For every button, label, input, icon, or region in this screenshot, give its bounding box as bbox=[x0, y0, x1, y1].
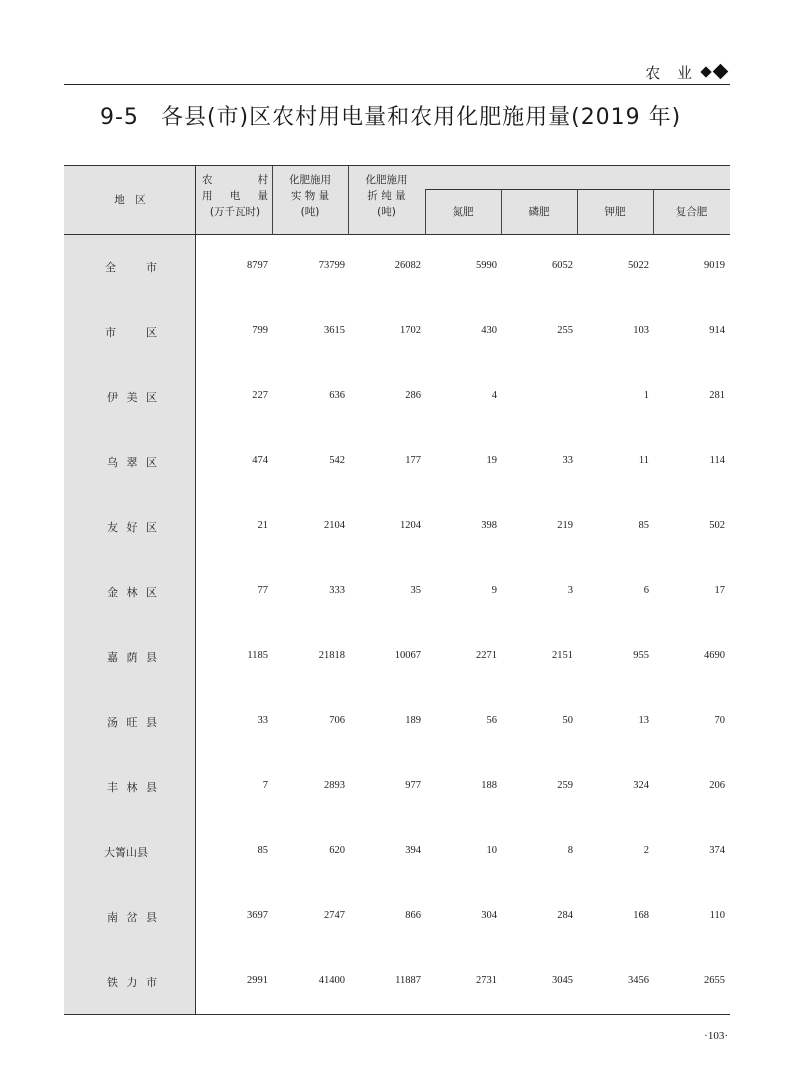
table-cell: 85 bbox=[638, 520, 649, 531]
table-row bbox=[64, 909, 730, 929]
running-header bbox=[64, 62, 730, 85]
table-cell: 284 bbox=[557, 910, 573, 921]
table-cell: 430 bbox=[481, 325, 497, 336]
table-cell: 286 bbox=[405, 390, 421, 401]
table-cell: 1204 bbox=[400, 520, 421, 531]
header-region: 地 区 bbox=[114, 194, 146, 206]
header-text: (万千瓦时) bbox=[209, 206, 261, 218]
header-phosphate: 磷肥 bbox=[528, 206, 550, 218]
header-text: 折 纯 量 bbox=[367, 190, 406, 202]
table-row bbox=[64, 779, 730, 799]
table-cell: 2991 bbox=[247, 975, 268, 986]
table-cell: 5990 bbox=[476, 260, 497, 271]
header-text: 用 bbox=[202, 190, 213, 202]
table-cell: 11887 bbox=[395, 975, 421, 986]
table-cell: 110 bbox=[709, 910, 725, 921]
table-cell: 70 bbox=[714, 715, 725, 726]
table-cell: 398 bbox=[481, 520, 497, 531]
row-region-name: 伊 美 区 bbox=[107, 391, 157, 404]
table-cell: 21818 bbox=[318, 650, 345, 661]
table-cell: 17 bbox=[714, 585, 725, 596]
row-region-name: 大 箐 山 县 bbox=[104, 846, 148, 859]
table-cell: 2271 bbox=[476, 650, 497, 661]
table-cell: 168 bbox=[633, 910, 649, 921]
table-cell: 4690 bbox=[704, 650, 725, 661]
table-row bbox=[64, 649, 730, 669]
page-number: ·103· bbox=[704, 1030, 728, 1042]
row-region-name: 嘉 荫 县 bbox=[107, 651, 157, 664]
table-cell: 56 bbox=[486, 715, 497, 726]
table-cell: 77 bbox=[257, 585, 268, 596]
table-cell: 9 bbox=[491, 585, 497, 596]
table-cell: 281 bbox=[709, 390, 725, 401]
table-cell: 3 bbox=[567, 585, 573, 596]
table-cell: 8797 bbox=[247, 260, 268, 271]
table-row bbox=[64, 584, 730, 604]
table-cell: 474 bbox=[252, 455, 268, 466]
table-row bbox=[64, 454, 730, 474]
table-cell: 33 bbox=[562, 455, 573, 466]
table-cell: 4 bbox=[491, 390, 497, 401]
table-cell: 7 bbox=[262, 780, 268, 791]
table-row bbox=[64, 519, 730, 539]
table-cell: 10067 bbox=[394, 650, 421, 661]
table-cell: 304 bbox=[481, 910, 497, 921]
table-cell: 866 bbox=[405, 910, 421, 921]
table-cell: 33 bbox=[257, 715, 268, 726]
table-cell: 114 bbox=[709, 455, 725, 466]
table-cell: 41400 bbox=[318, 975, 345, 986]
table-cell: 206 bbox=[709, 780, 725, 791]
table-cell: 324 bbox=[633, 780, 649, 791]
table-cell: 2151 bbox=[552, 650, 573, 661]
table-cell: 2747 bbox=[324, 910, 345, 921]
table-cell: 977 bbox=[405, 780, 421, 791]
table-cell: 35 bbox=[410, 585, 421, 596]
table-cell: 3045 bbox=[552, 975, 573, 986]
table-cell: 374 bbox=[709, 845, 725, 856]
header-text: (吨) bbox=[300, 206, 320, 218]
table-cell: 3456 bbox=[628, 975, 649, 986]
table-title: 各县(市)区农村用电量和农用化肥施用量(2019 年) bbox=[160, 105, 682, 130]
header-text: 电 bbox=[229, 190, 241, 202]
table-cell: 8 bbox=[567, 845, 573, 856]
header-compound: 复合肥 bbox=[675, 206, 708, 218]
header-text: 化肥施用 bbox=[289, 174, 331, 186]
section-label: 农 业 bbox=[645, 64, 698, 82]
table-row bbox=[64, 974, 730, 994]
header-text: (吨) bbox=[377, 206, 396, 218]
table-cell: 26082 bbox=[394, 260, 421, 271]
table-cell: 259 bbox=[557, 780, 573, 791]
row-region-name: 丰 林 县 bbox=[107, 781, 157, 794]
header-text: 量 bbox=[257, 190, 268, 202]
header-text: 化肥施用 bbox=[365, 174, 408, 186]
row-region-name: 金 林 区 bbox=[107, 586, 157, 599]
table-cell: 19 bbox=[486, 455, 497, 466]
table-cell: 5022 bbox=[628, 260, 649, 271]
table-cell: 188 bbox=[481, 780, 497, 791]
table-cell: 3615 bbox=[324, 325, 345, 336]
table-cell: 1702 bbox=[400, 325, 421, 336]
table-cell: 2 bbox=[643, 845, 649, 856]
data-table bbox=[64, 165, 730, 1015]
row-region-name: 全 市 bbox=[105, 261, 157, 274]
table-cell: 2104 bbox=[324, 520, 345, 531]
row-region-name: 铁 力 市 bbox=[107, 976, 157, 989]
row-region-name: 南 岔 县 bbox=[107, 911, 157, 924]
row-region-name: 汤 旺 县 bbox=[107, 716, 157, 729]
header-pure bbox=[348, 172, 425, 220]
table-cell: 706 bbox=[329, 715, 345, 726]
table-cell: 177 bbox=[405, 455, 421, 466]
table-cell: 542 bbox=[329, 455, 345, 466]
header-text: 农 bbox=[202, 174, 213, 186]
header-nitrogen: 氮肥 bbox=[452, 206, 474, 218]
header-divider bbox=[64, 234, 730, 235]
table-cell: 955 bbox=[633, 650, 649, 661]
table-cell: 103 bbox=[633, 325, 649, 336]
header-electricity bbox=[202, 172, 268, 220]
table-cell: 219 bbox=[557, 520, 573, 531]
table-cell: 333 bbox=[329, 585, 345, 596]
table-cell: 6 bbox=[643, 585, 649, 596]
page-title bbox=[100, 100, 681, 131]
row-region-name: 友 好 区 bbox=[107, 521, 157, 534]
table-cell: 73799 bbox=[318, 260, 345, 271]
table-cell: 13 bbox=[638, 715, 649, 726]
table-cell: 10 bbox=[486, 845, 497, 856]
table-row bbox=[64, 844, 730, 864]
table-cell: 50 bbox=[562, 715, 573, 726]
table-cell: 3697 bbox=[247, 910, 268, 921]
header-potash: 钾肥 bbox=[604, 206, 626, 218]
table-cell: 189 bbox=[405, 715, 421, 726]
table-cell: 2731 bbox=[476, 975, 497, 986]
table-cell: 227 bbox=[252, 390, 268, 401]
table-cell: 394 bbox=[405, 845, 421, 856]
header-text: 村 bbox=[257, 174, 268, 186]
header-text: 实 物 量 bbox=[290, 190, 330, 202]
table-cell: 6052 bbox=[552, 260, 573, 271]
table-row bbox=[64, 714, 730, 734]
table-cell: 255 bbox=[557, 325, 573, 336]
table-number: 9-5 bbox=[100, 105, 139, 130]
table-cell: 914 bbox=[709, 325, 725, 336]
header-physical bbox=[272, 172, 348, 220]
table-cell: 85 bbox=[257, 845, 268, 856]
table-cell: 502 bbox=[709, 520, 725, 531]
table-cell: 9019 bbox=[704, 260, 725, 271]
table-cell: 620 bbox=[329, 845, 345, 856]
table-cell: 636 bbox=[329, 390, 345, 401]
table-cell: 11 bbox=[638, 455, 649, 466]
row-region-name: 市 区 bbox=[105, 326, 157, 339]
table-cell: 2893 bbox=[324, 780, 345, 791]
table-cell: 2655 bbox=[704, 975, 725, 986]
diamond-ornament-icon bbox=[700, 64, 730, 80]
table-row bbox=[64, 259, 730, 279]
row-region-name: 乌 翠 区 bbox=[107, 456, 157, 469]
table-row bbox=[64, 324, 730, 344]
table-cell: 21 bbox=[257, 520, 268, 531]
table-cell: 1185 bbox=[247, 650, 268, 661]
table-cell: 1 bbox=[643, 390, 649, 401]
table-row bbox=[64, 389, 730, 409]
table-cell: 799 bbox=[252, 325, 268, 336]
